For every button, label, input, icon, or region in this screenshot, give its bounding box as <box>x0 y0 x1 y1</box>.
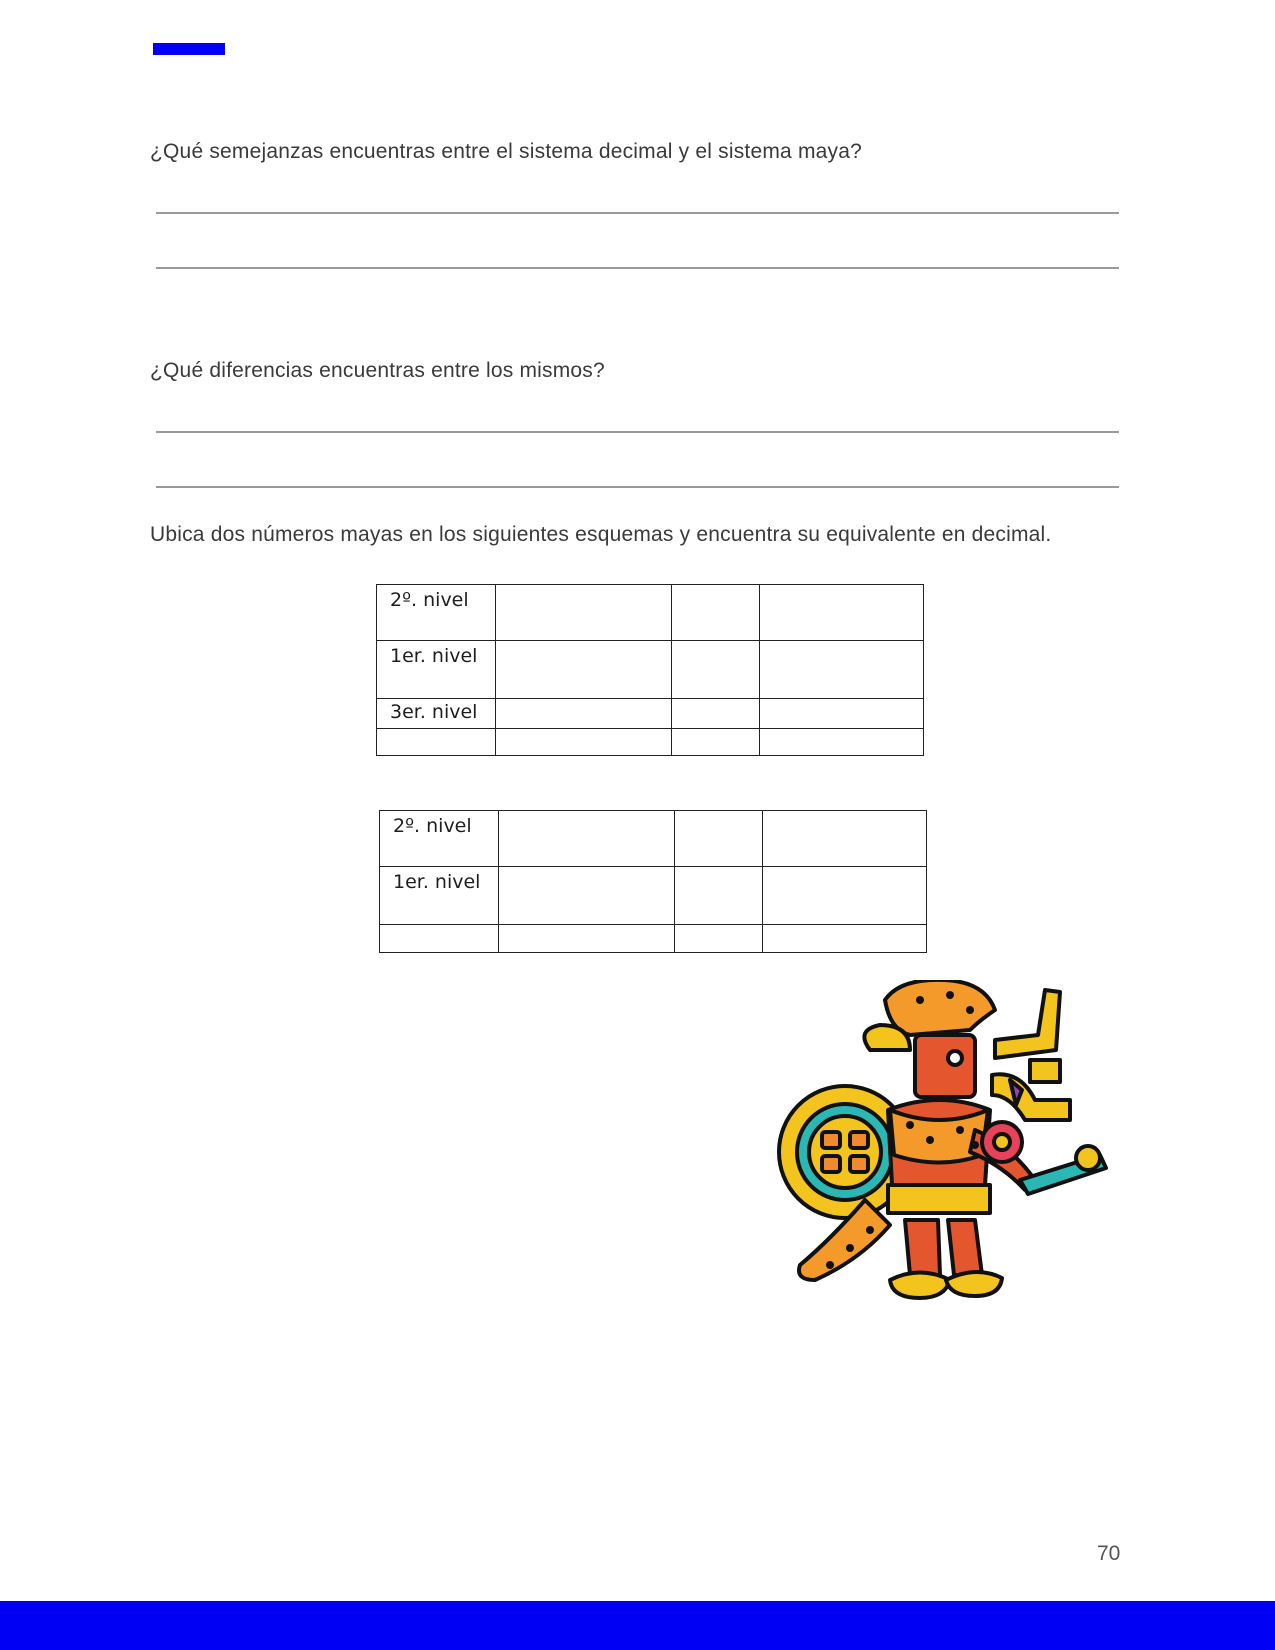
table-cell[interactable] <box>763 811 927 867</box>
table-cell[interactable] <box>671 585 760 641</box>
table-cell[interactable] <box>671 729 760 756</box>
table-cell[interactable] <box>674 925 763 953</box>
level-label <box>380 925 499 953</box>
level-label: 1er. nivel <box>377 641 496 699</box>
table-row <box>380 925 927 953</box>
table-cell[interactable] <box>498 925 674 953</box>
answer-line[interactable] <box>156 267 1119 269</box>
level-label: 2º. nivel <box>377 585 496 641</box>
answer-line[interactable] <box>156 431 1119 433</box>
table-row <box>377 641 924 699</box>
table-cell[interactable] <box>498 867 674 925</box>
table-cell[interactable] <box>674 867 763 925</box>
answer-line[interactable] <box>156 212 1119 214</box>
page-number: 70 <box>1097 1542 1121 1565</box>
table-cell[interactable] <box>671 699 760 729</box>
table-cell[interactable] <box>763 867 927 925</box>
table-row <box>377 585 924 641</box>
table-cell[interactable] <box>760 585 924 641</box>
table-row <box>380 867 927 925</box>
maya-warrior-jaguar-icon <box>770 980 1130 1310</box>
table-row <box>380 811 927 867</box>
maya-scheme-table-1 <box>376 584 924 756</box>
table-cell[interactable] <box>495 699 671 729</box>
table-cell[interactable] <box>760 641 924 699</box>
table-cell[interactable] <box>671 641 760 699</box>
question-similarities: ¿Qué semejanzas encuentras entre el sistema decimal y el sistema maya? <box>150 140 862 163</box>
level-label: 3er. nivel <box>377 699 496 729</box>
table-cell[interactable] <box>760 699 924 729</box>
maya-scheme-table-2 <box>379 810 927 953</box>
table-cell[interactable] <box>495 729 671 756</box>
footer-accent-bar <box>0 1601 1275 1650</box>
instruction-text: Ubica dos números mayas en los siguientes esquemas y encuentra su equivalente en decimal. <box>150 523 1052 546</box>
table-cell[interactable] <box>763 925 927 953</box>
question-differences: ¿Qué diferencias encuentras entre los mismos? <box>150 359 605 382</box>
header-accent-bar <box>153 43 225 55</box>
table-row <box>377 699 924 729</box>
level-label <box>377 729 496 756</box>
table-cell[interactable] <box>498 811 674 867</box>
table-cell[interactable] <box>495 585 671 641</box>
level-label: 1er. nivel <box>380 867 499 925</box>
table-row <box>377 729 924 756</box>
answer-line[interactable] <box>156 486 1119 488</box>
level-label: 2º. nivel <box>380 811 499 867</box>
table-cell[interactable] <box>674 811 763 867</box>
table-cell[interactable] <box>495 641 671 699</box>
table-cell[interactable] <box>760 729 924 756</box>
